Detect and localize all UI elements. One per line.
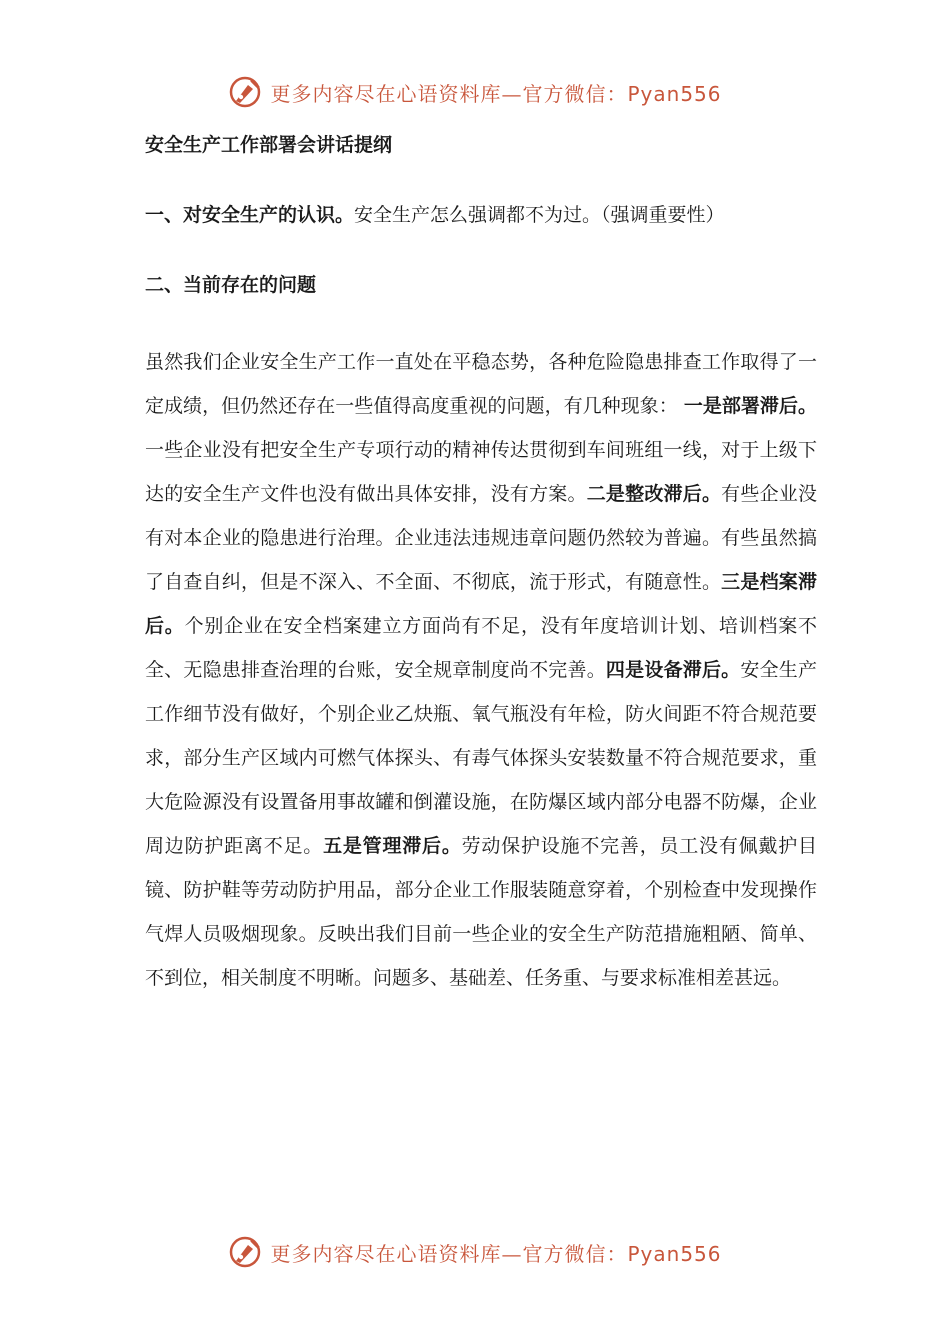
section-2 [145,270,817,300]
point-5-label: 五是管理滞后。 [323,835,462,857]
section-1 [145,200,817,230]
pen-nib-logo-icon [228,1235,262,1269]
body-paragraph: 虽然我们企业安全生产工作一直处在平稳态势，各种危险隐患排查工作取得了一定成绩，但仍然还存在一些值得高度重视的问题，有几种现象： 一是部署滞后。一些企业没有把安全生产专项行动的精神传达贯彻到车间班组一线，对于上级下达的安全生产文件也没有做出具体安排，没有方案。二是整改滞后。有些企业没有对本企业的隐患进行治理。企业违法违规违章问题仍然较为普遍。有些虽然搞了自查自纠，但是不深入、不全面、不彻底，流于形式，有随意性。三是档案滞后。个别企业在安全档案建立方面尚有不足，没有年度培训计划、培训档案不全、无隐患排查治理的台账，安全规章制度尚不完善。四是设备滞后。安全生产工作细节没有做好，个别企业乙炔瓶、氧气瓶没有年检，防火间距不符合规范要求，部分生产区域内可燃气体探头、有毒气体探头安装数量不符合规范要求，重大危险源没有设置备用事故罐和倒灌设施，在防爆区域内部分电器不防爆，企业周边防护距离不足。五是管理滞后。劳动保护设施不完善，员工没有佩戴护目镜、防护鞋等劳动防护用品，部分企业工作服装随意穿着，个别检查中发现操作气焊人员吸烟现象。反映出我们目前一些企业的安全生产防范措施粗陋、简单、不到位，相关制度不明晰。问题多、基础差、任务重、与要求标准相差甚远。 [145,351,817,989]
header-watermark [0,72,950,112]
section-1-heading: 一、对安全生产的认识。 [145,204,355,226]
point-1-label: 一是部署滞后。 [683,395,817,417]
point-3-label: 三是档案滞后。 [145,571,817,637]
watermark-text: 更多内容尽在心语资料库—官方微信：Pyan556 [270,1241,722,1266]
watermark-text: 更多内容尽在心语资料库—官方微信：Pyan556 [270,81,722,106]
pen-nib-logo-icon [228,75,262,109]
document-title: 安全生产工作部署会讲话提纲 [145,134,393,156]
wechat-id: Pyan556 [627,1241,722,1266]
point-2-label: 二是整改滞后。 [586,483,722,505]
document-content [145,130,817,1019]
section-1-text: 安全生产怎么强调都不为过。（强调重要性） [354,204,725,226]
point-4-label: 四是设备滞后。 [605,659,741,681]
footer-watermark [0,1232,950,1272]
section-2-heading: 二、当前存在的问题 [145,274,317,296]
wechat-id: Pyan556 [627,81,722,106]
